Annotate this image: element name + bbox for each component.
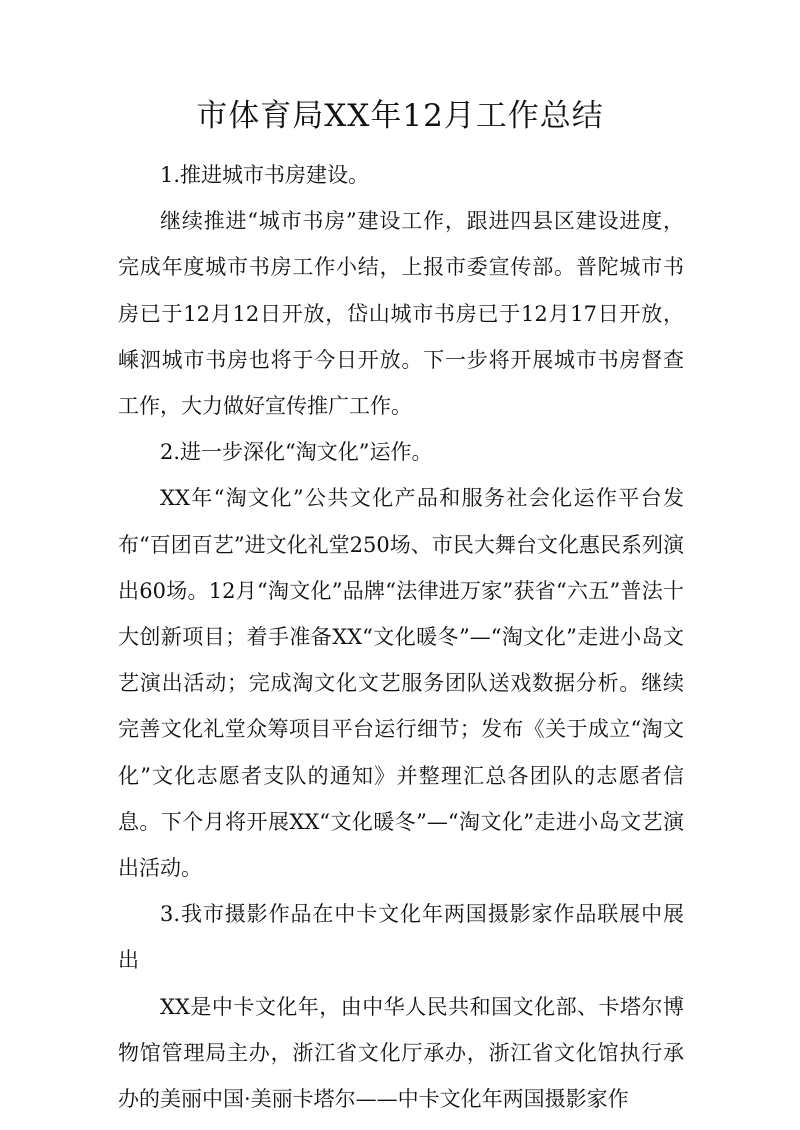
section-heading-2: 2.进一步深化“淘文化”运作。 (160, 440, 433, 465)
document-title: 市体育局XX年12月工作总结 (196, 98, 604, 134)
section-heading-1: 1.推进城市书房建设。 (160, 163, 370, 187)
paragraph-1: 继续推进“城市书房”建设工作，跟进四县区建设进度，完成年度城市书房工作小结，上报市委宣传部。普陀城市书房已于12月12日开放，岱山城市书房已于12月17日开放，嵊泗城市书房也将于今日开放。下一步将开展城市书房督查工作，大力做好宣传推广工作。 (118, 209, 684, 419)
paragraph-3: XX是中卡文化年，由中华人民共和国文化部、卡塔尔博物馆管理局主办，浙江省文化厅承办，浙江省文化馆执行承办的美丽中国·美丽卡塔尔——中卡文化年两国摄影家作 (118, 994, 684, 1112)
paragraph-2: XX年“淘文化”公共文化产品和服务社会化运作平台发布“百团百艺”进文化礼堂250场、市民大舞台文化惠民系列演出60场。12月“淘文化”品牌“法律进万家”获省“六五”普法十大创新项目；着手准备XX“文化暖冬”—“淘文化”走进小岛文艺演出活动；完成淘文化文艺服务团队送戏数据分析。继续完善文化礼堂众筹项目平台运行细节；发布《关于成立“淘文化”文化志愿者支队的通知》并整理汇总各团队的志愿者信息。下个月将开展XX“文化暖冬”—“淘文化”走进小岛文艺演出活动。 (118, 486, 684, 881)
section-heading-3: 3.我市摄影作品在中卡文化年两国摄影家作品联展中展出 (118, 902, 684, 973)
document-body (118, 152, 684, 1122)
